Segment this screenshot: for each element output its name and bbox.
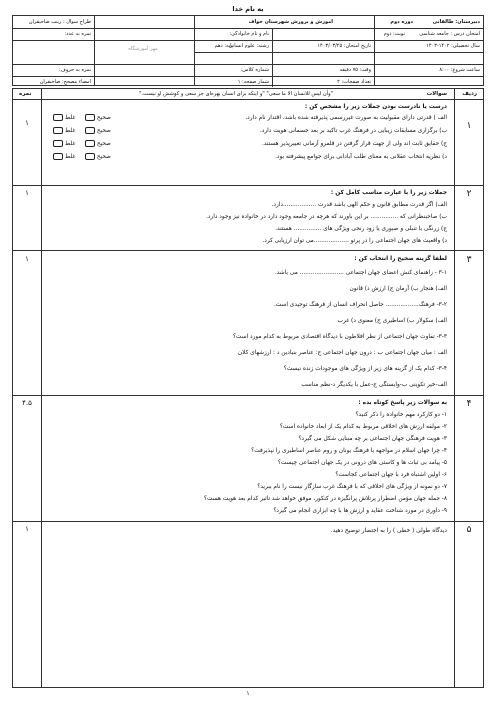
q2-item-b: ب) صاحبنظرانی که ............... بر این باورند که هرچه در جامعه وجود دارد در خانواده نیز وجود دارد. (205, 214, 447, 220)
q5-score: ۱ (25, 525, 29, 533)
row-header: ردیف (462, 91, 477, 97)
true-label: صحیح (96, 154, 111, 160)
q4-item-2: ۲- مولفه ارزش های اخلاقی مربوط به کدام یک از ابعاد خانواده است؟ (279, 424, 447, 430)
q3-4-question: ۳-۴- کدام یک از گزینه های زیر از ویژگی های موجودات زنده نیست؟ (283, 366, 447, 372)
q3-2-options: الف) سکولار ب) اساطیری ج) معنوی د) غرب (337, 318, 447, 324)
false-checkbox[interactable] (53, 114, 63, 121)
exam-date: تاریخ امتحان: ۱۴۰۳/۰۳/۲۵ (317, 43, 371, 49)
true-checkbox[interactable] (85, 153, 95, 160)
exam-header (12, 15, 484, 86)
q3-1-question: ۳-۱ - راهنمای کنش اعضای جهان اجتماعی ........................ می باشد. (274, 270, 447, 276)
false-label: غلط (65, 154, 76, 160)
q4-item-1: ۱- دو کارکرد مهم خانواده را ذکر کنید؟ (355, 412, 447, 418)
field: رشته: علوم انسانی (228, 43, 269, 49)
true-label: صحیح (96, 128, 111, 134)
basmala: به نام خدا (232, 5, 264, 13)
q3-title: لطفا گزینه صحیح را انتخاب کن : (354, 256, 447, 262)
q2-item-c: ج) زرنگی یا تنبلی و صبوری یا زود رنجی ویژگی های ............... هستند. (275, 226, 447, 232)
q5-title: دیدگاه طولی ( خطی ) را به اختصار توضیح دهید. (330, 528, 447, 534)
false-checkbox[interactable] (53, 127, 63, 134)
q1-item-b: ب) برگزاری مسابقات زیبایی در فرهنگ غرب تاکید بر بعد جسمانی هویت دارد. (259, 128, 447, 134)
q1-item-c: ج) حقایق ثابت اند ولی از جهت قرار گرفتن در قلمرو آرمانی تغییرپذیر هستند. (262, 141, 447, 147)
q3-2-question: ۳-۲- فرهنگ.................. حاصل انحراف انسان از فرهنگ توحیدی است. (273, 302, 447, 308)
start-time: ساعت شروع: ۸:۰۰ (439, 67, 480, 73)
q4-item-8: ۸- جمله جهان مؤمن اضطرار پرتلاش پرانگیزه در کنکور، موفق خواهد شد تاثیر کدام بعد هویت هست؟ (203, 496, 447, 502)
q1-number: ۱ (466, 121, 472, 131)
q2-item-a: الف) اگر قدرت مطابق قانون و حکم الهی باشد قدرت ..................دارد. (271, 202, 447, 208)
q3-3-options: الف : میان جهان اجتماعی ب : درون جهان اجتماعی ج: عناصر بنیادین د : ارزشهای کلان (237, 350, 447, 356)
q1-choices-c (51, 140, 111, 147)
true-checkbox[interactable] (85, 127, 95, 134)
exam-term: نوبت: دوم (383, 31, 405, 37)
true-label: صحیح (96, 115, 111, 121)
q2-number: ۲ (466, 189, 472, 199)
school-stamp: مهر آموزشگاه (128, 46, 158, 52)
q5-number: ۵ (466, 525, 472, 535)
true-label: صحیح (96, 141, 111, 147)
q4-number: ۴ (466, 399, 472, 409)
true-checkbox[interactable] (85, 140, 95, 147)
false-checkbox[interactable] (53, 140, 63, 147)
true-checkbox[interactable] (85, 114, 95, 121)
q3-score: ۱ (25, 255, 29, 263)
q3-3-question: ۳-۳- تفاوت جهان اجتماعی از نظر افلاطون با دیدگاه اقتصادی مربوط به کدام مورد است؟ (232, 334, 447, 340)
q4-item-5: ۵- پیامد بی ثبات ها و کاستی های درونی در یک جهان اجتماعی چیست؟ (277, 460, 447, 466)
q4-item-3: ۳- هویت فرهنگی جهان اجتماعی بر چه مبنایی شکل می گیرد؟ (298, 436, 447, 442)
q3-1-options: الف) هنجار ب) آرمان ج) ارزش د) قانون (349, 286, 447, 292)
q1-item-d: د) نظریه انتخاب عقلانی به معنای طلب آبادانی برای جوامع پیشرفته بود. (275, 154, 447, 160)
q1-choices-d (51, 153, 111, 160)
page-number: ۱ (246, 690, 250, 697)
q4-score: ۴.۵ (22, 399, 32, 407)
questions-header: سوالات (426, 91, 447, 97)
false-label: غلط (65, 115, 76, 121)
q4-item-7: ۷- دو نمونه از ویژگی های اخلاقی که با فرهنگ غرب سازگار نیست را نام ببرید؟ (257, 484, 447, 490)
student-name-label: نام و نام خانوادگی: (229, 31, 269, 37)
q4-item-9: ۹- داوری در مورد شناخت عقاید و ارزش ها با چه ابزاری انجام می گیرد؟ (273, 508, 447, 514)
exam-subject: امتحان درس : جامعه شناسی (419, 31, 480, 37)
q2-score: ۱ (25, 189, 29, 197)
school-name: دبیرستان: طالقانی (432, 19, 480, 25)
score-number-label: نمره به عدد: (64, 31, 91, 37)
false-label: غلط (65, 141, 76, 147)
false-label: غلط (65, 128, 76, 134)
questions-table (12, 88, 484, 688)
school-year: سال تحصیلی: ۱۴۰۲-۱۴۰۳ (426, 43, 480, 49)
grade: پایه: دهم (214, 43, 233, 49)
false-checkbox[interactable] (53, 153, 63, 160)
score-header: نمره (19, 91, 32, 97)
q1-choices-b (51, 127, 111, 134)
q4-title: به سوالات زیر پاسخ کوتاه بده : (358, 400, 447, 406)
q4-item-6: ۶- اولین اشتباه فرد با جهان اجتماعی کجاست؟ (335, 472, 447, 478)
motto: "وأن لیس للانسان الا ما سعی" "و اینکه برای انسان بهره‌ای جز سعی و کوشش او نیست." (139, 91, 333, 97)
seat-number: شماره کلاس: (240, 67, 269, 73)
q4-item-4: ۴- چرا جهان اسلام در مواجهه با فرهنگ یونان و روم عناصر اساطیری را نپذیرفت؟ (251, 448, 447, 454)
q1-score: ۱ (25, 119, 29, 127)
ministry: آموزش و پرورش شهرستان خواف (248, 19, 333, 25)
pages-count: تعداد صفحات: ۲ (337, 79, 371, 85)
q3-number: ۳ (466, 255, 472, 265)
q3-4-options: الف-خیر تکوینی ب-وابستگی ج-عمل با یکدیگر د-نظم مناسب (301, 382, 447, 388)
q1-choices-a (51, 114, 111, 121)
q2-title: جملات زیر را با عبارت مناسب کامل کن : (330, 190, 447, 196)
q1-item-a: الف ) قدرتی دارای مقبولیت به صورت غیررسمی پذیرفته شده باشد، اقتدار نام دارد. (245, 115, 447, 121)
duration: وقت: ۷۵ دقیقه (339, 67, 371, 73)
q2-item-d: د) واقعیت های جهان اجتماعی را در پرتو ...................می توان ارزیابی کرد. (262, 238, 447, 244)
designer: طراح سوال : زینب صاحبقران (28, 19, 91, 25)
checker: امضاء مصحح: صاحبقران (39, 79, 91, 85)
page-index: شمار صفحه: ۱ (237, 79, 269, 85)
score-word-label: نمره به حروف: (58, 67, 91, 73)
q1-title: درست یا نادرست بودن جملات زیر را مشخص کن : (304, 104, 447, 110)
period: دوره دوم (390, 19, 413, 25)
